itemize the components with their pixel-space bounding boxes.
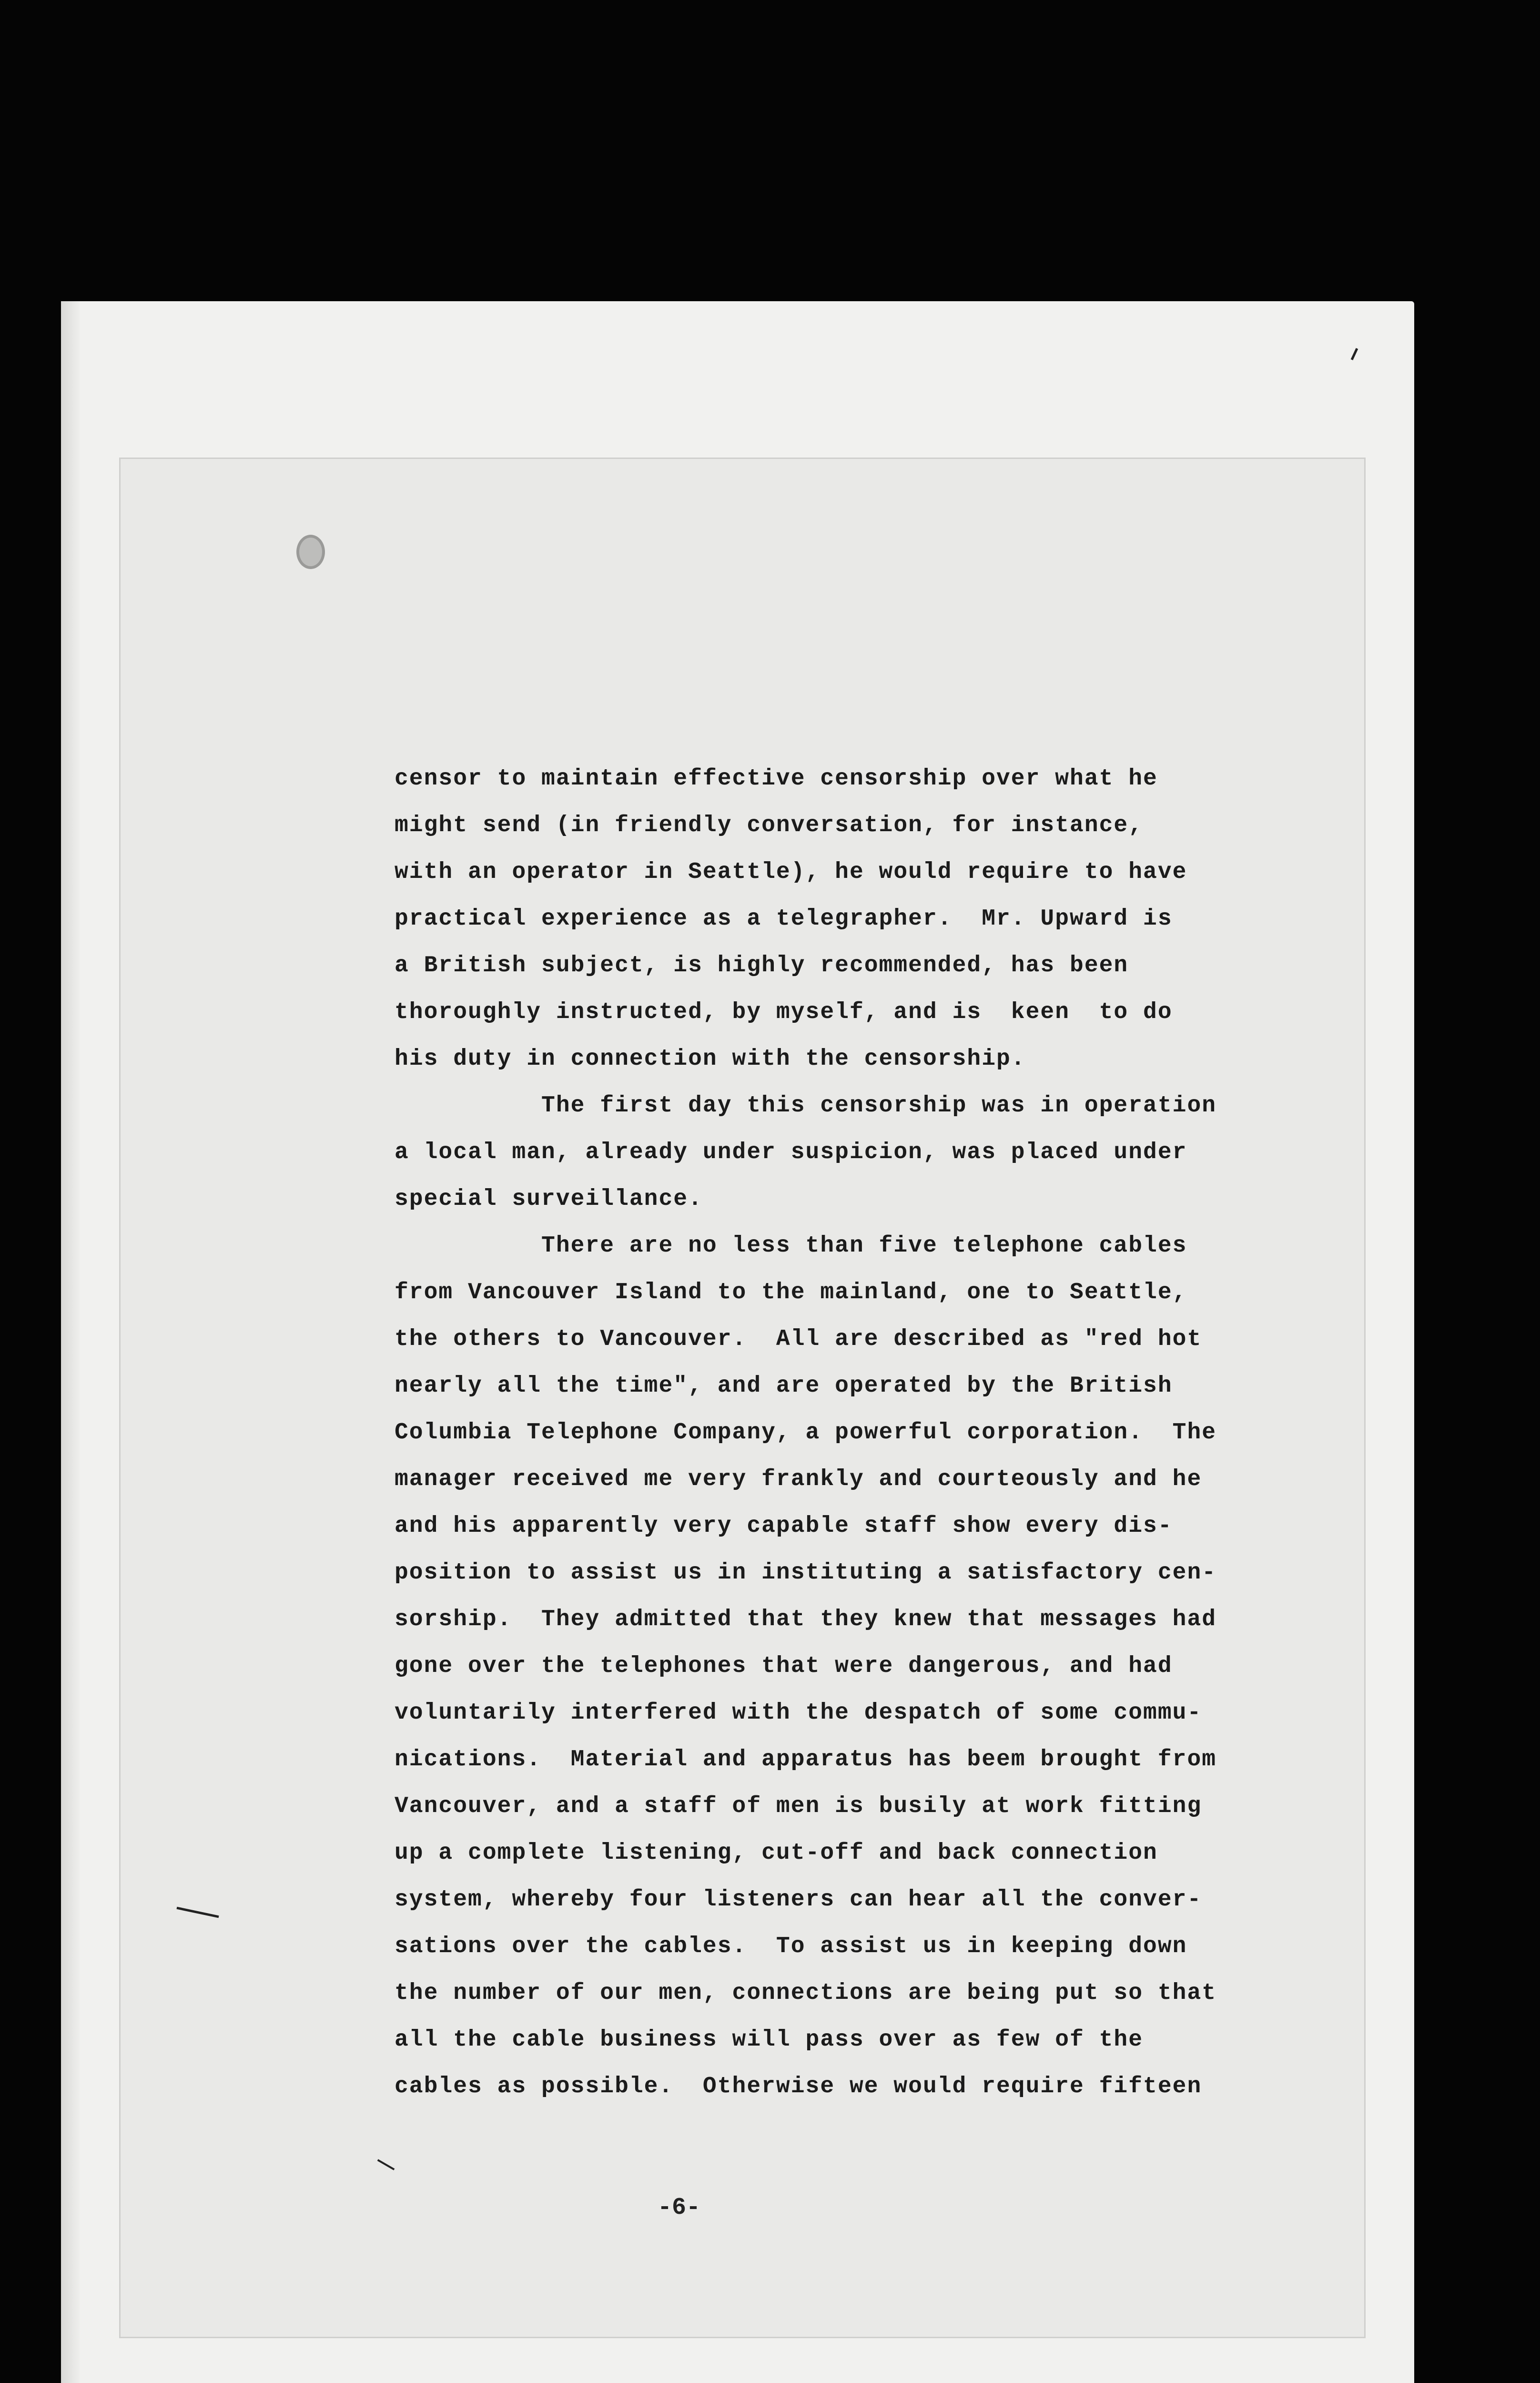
text-line: a British subject, is highly recommended, has been (395, 953, 1129, 978)
text-line: up a complete listening, cut-off and back connection (395, 1840, 1158, 1866)
text-line: with an operator in Seattle), he would require to have (395, 859, 1187, 885)
text-line: voluntarily interfered with the despatch of some commu- (395, 1700, 1202, 1726)
text-line: the others to Vancouver. All are described as "red hot (395, 1326, 1202, 1352)
text-line: nearly all the time", and are operated by the British (395, 1373, 1173, 1399)
page-number: -6- (658, 2194, 701, 2221)
text-line: his duty in connection with the censorship. (395, 1046, 1026, 1072)
text-line: sations over the cables. To assist us in keeping down (395, 1934, 1187, 1959)
text-line: manager received me very frankly and courteously and he (395, 1466, 1202, 1492)
text-line: a local man, already under suspicion, was placed under (395, 1140, 1187, 1165)
text-line: The first day this censorship was in operation (395, 1093, 1217, 1119)
text-line: nications. Material and apparatus has beem brought from (395, 1747, 1217, 1772)
text-line: gone over the telephones that were dangerous, and had (395, 1653, 1173, 1679)
text-line: cables as possible. Otherwise we would require fifteen (395, 2074, 1202, 2099)
text-line: Vancouver, and a staff of men is busily at work fitting (395, 1793, 1202, 1819)
text-line: system, whereby four listeners can hear all the conver- (395, 1887, 1202, 1913)
text-line: sorship. They admitted that they knew that messages had (395, 1607, 1217, 1632)
text-line: and his apparently very capable staff show every dis- (395, 1513, 1173, 1539)
text-line: special surveillance. (395, 1186, 703, 1212)
text-line: practical experience as a telegrapher. Mr. Upward is (395, 906, 1173, 932)
text-line: thoroughly instructed, by myself, and is keen to do (395, 999, 1173, 1025)
text-line: the number of our men, connections are being put so that (395, 1980, 1217, 2006)
text-line: from Vancouver Island to the mainland, one to Seattle, (395, 1280, 1187, 1305)
punch-hole-icon (296, 535, 325, 569)
text-line: There are no less than five telephone cables (395, 1233, 1187, 1259)
text-line: censor to maintain effective censorship over what he (395, 766, 1158, 792)
text-line: position to assist us in instituting a satisfactory cen- (395, 1560, 1217, 1586)
text-line: Columbia Telephone Company, a powerful corporation. The (395, 1420, 1217, 1446)
text-line: might send (in friendly conversation, for instance, (395, 813, 1144, 838)
text-line: all the cable business will pass over as few of the (395, 2027, 1144, 2053)
